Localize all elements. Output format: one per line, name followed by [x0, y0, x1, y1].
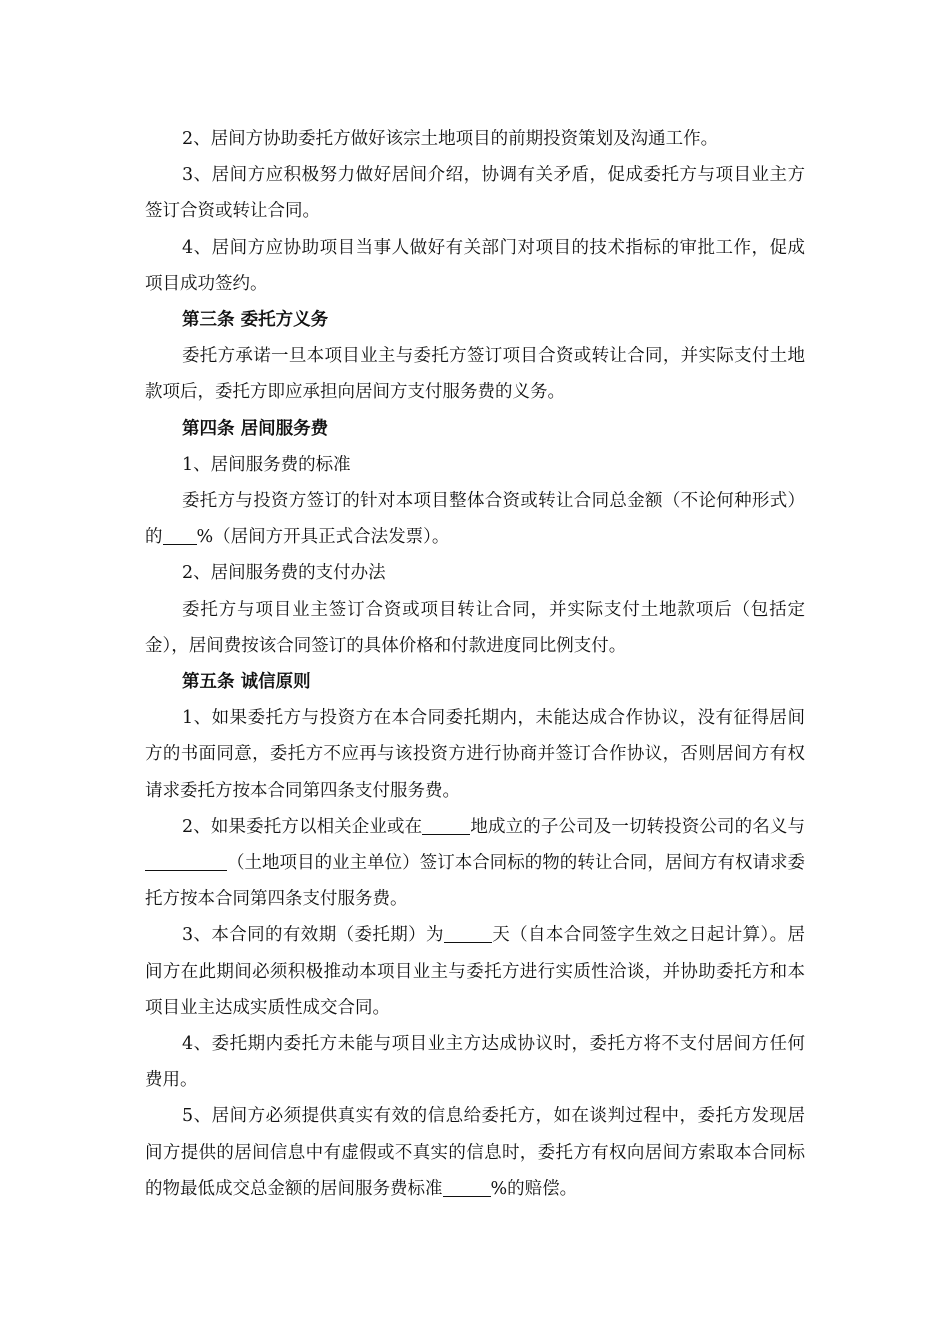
text-segment: %的赔偿。 [490, 1178, 578, 1199]
fill-in-blank [422, 815, 470, 835]
document-body [145, 121, 805, 1207]
text-segment: （土地项目的业主单位）签订本合同标的物的转让合同，居间方有权请求委托方按本合同第四条支付服务费。 [145, 853, 805, 910]
paragraph: 1、如果委托方与投资方在本合同委托期内，未能达成合作协议，没有征得居间方的书面同意，委托方不应再与该投资方进行协商并签订合作协议，否则居间方有权请求委托方按本合同第四条支付服务费。 [145, 708, 805, 801]
article-heading: 第三条 委托方义务 [182, 310, 329, 331]
paragraph: 4、居间方应协助项目当事人做好有关部门对项目的技术指标的审批工作，促成项目成功签约。 [145, 237, 805, 294]
text-segment: 5、居间方必须提供真实有效的信息给委托方，如在谈判过程中，委托方发现居间方提供的居间信息中有虚假或不真实的信息时，委托方有权向居间方索取本合同标的物最低成交总金额的居间服务费标准 [145, 1106, 805, 1199]
fill-in-blank [444, 923, 492, 943]
text-segment: 地成立的子公司及一切转投资公司的名义与 [470, 816, 806, 837]
article-heading: 第四条 居间服务费 [182, 418, 329, 439]
fill-in-blank [163, 525, 197, 545]
paragraph: 2、居间服务费的支付办法 [182, 563, 386, 584]
paragraph: 4、委托期内委托方未能与项目业主方达成协议时，委托方将不支付居间方任何费用。 [145, 1034, 805, 1091]
text-segment: 委托方与投资方签订的针对本项目整体合资或转让合同总金额（不论何种形式）的 [145, 491, 805, 548]
paragraph: 1、居间服务费的标准 [182, 454, 351, 475]
paragraph [145, 809, 805, 918]
fill-in-blank [443, 1177, 491, 1197]
text-segment: 2、如果委托方以相关企业或在 [182, 816, 423, 837]
paragraph [145, 483, 805, 555]
paragraph: 2、居间方协助委托方做好该宗土地项目的前期投资策划及沟通工作。 [182, 129, 719, 149]
paragraph: 委托方与项目业主签订合资或项目转让合同，并实际支付土地款项后（包括定金），居间费按该合同签订的具体价格和付款进度同比例支付。 [145, 599, 805, 656]
fill-in-blank [145, 851, 227, 871]
text-segment: %（居间方开具正式合法发票）。 [196, 527, 450, 548]
paragraph [145, 917, 805, 1026]
paragraph: 3、居间方应积极努力做好居间介绍，协调有关矛盾，促成委托方与项目业主方签订合资或转让合同。 [145, 165, 805, 222]
text-segment: 3、本合同的有效期（委托期）为 [182, 925, 444, 946]
paragraph [145, 1098, 805, 1207]
paragraph: 委托方承诺一旦本项目业主与委托方签订项目合资或转让合同，并实际支付土地款项后，委托方即应承担向居间方支付服务费的义务。 [145, 346, 805, 403]
text-segment: 天（自本合同签字生效之日起计算）。居间方在此期间必须积极推动本项目业主与委托方进行实质性洽谈，并协助委托方和本项目业主达成实质性成交合同。 [145, 925, 806, 1018]
article-heading: 第五条 诚信原则 [182, 672, 311, 693]
